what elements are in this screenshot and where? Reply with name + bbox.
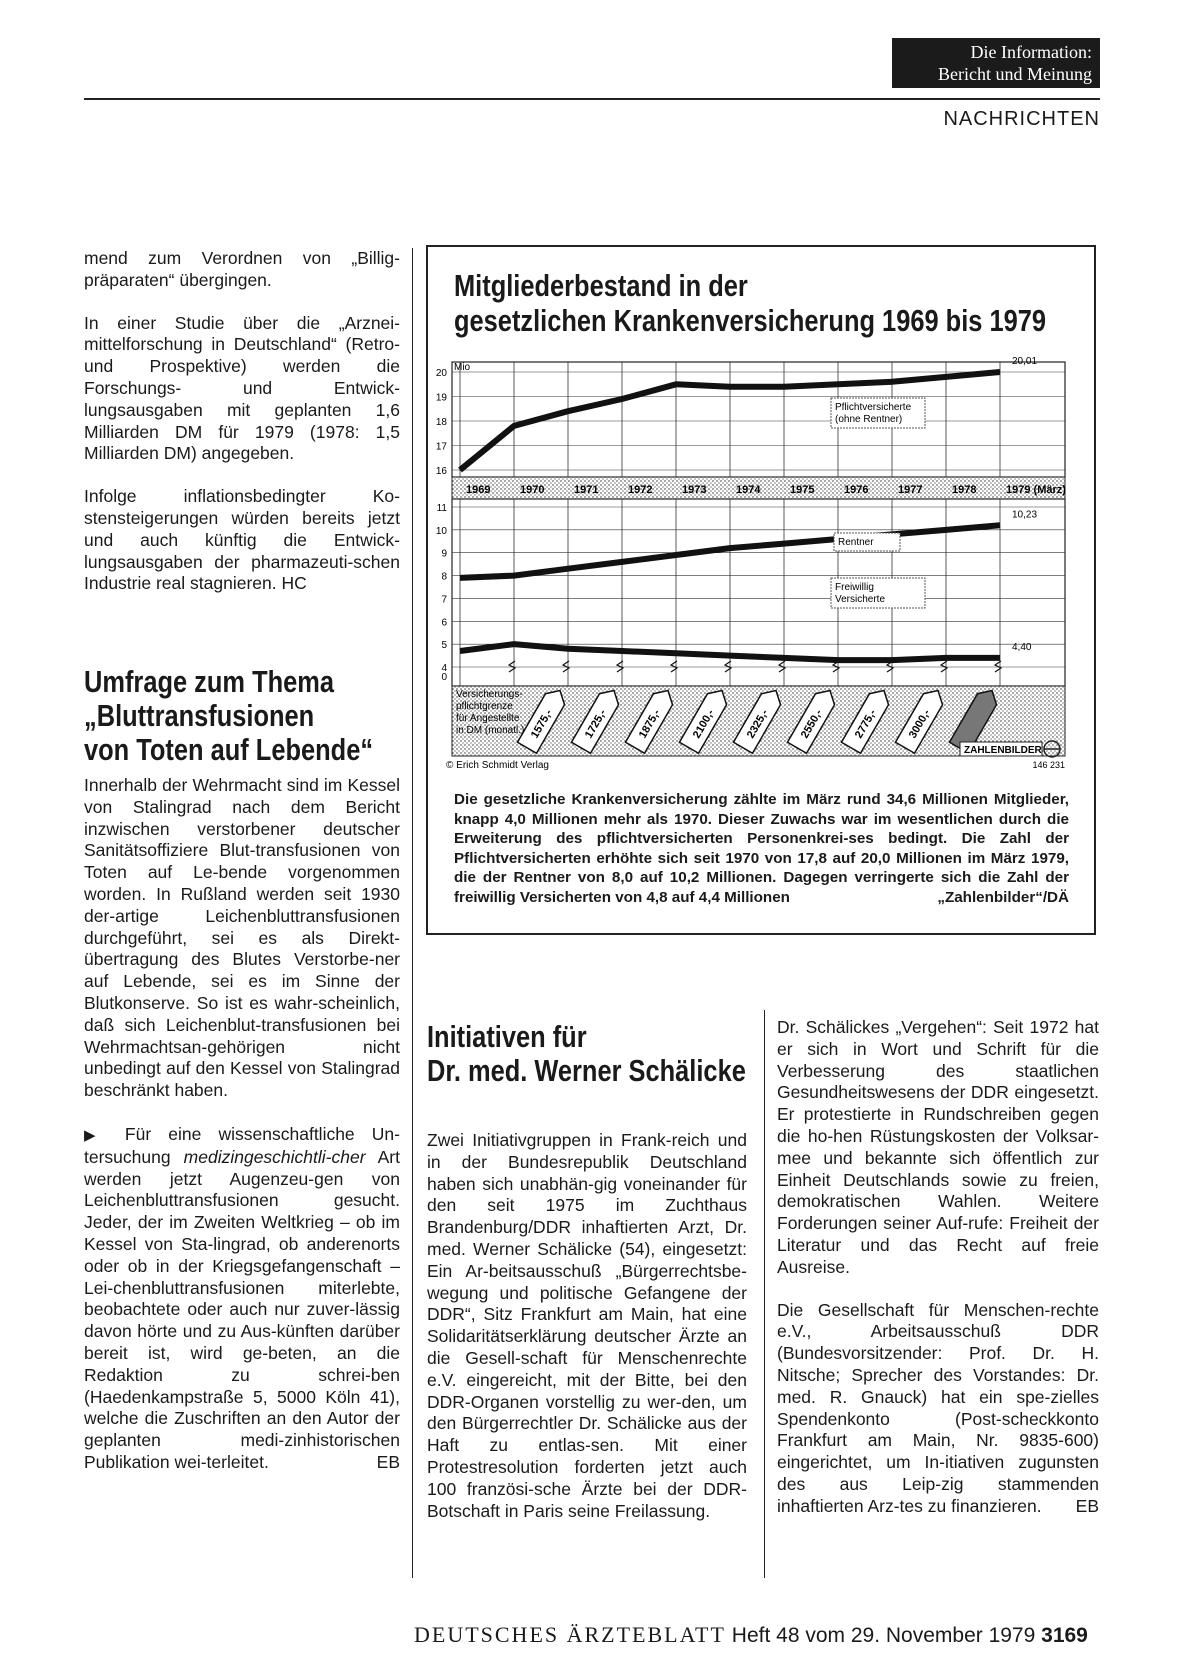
triangle-icon: ▶ <box>84 1126 108 1144</box>
limit-value: 2325,- <box>744 707 771 741</box>
series-end-label: 4,40 <box>1012 641 1032 653</box>
limit-value: 1875,- <box>636 707 663 741</box>
series-label: Freiwillig <box>835 582 874 593</box>
limit-value: 2100,- <box>690 707 717 741</box>
limits-label-line: pflichtgrenze <box>456 701 513 712</box>
chart-title-line: gesetzlichen Krankenversicherung 1969 bis 1979 <box>454 303 1047 338</box>
author-signature: EB <box>1075 1495 1099 1516</box>
limit-value: 3000,- <box>906 707 933 741</box>
text: Für eine wissenschaftliche Un-tersuchung <box>84 1123 400 1167</box>
paragraph: Innerhalb der Wehrmacht sind im Kessel von Stalingrad nach dem Bericht inzwischen verstorbener deutscher Sanitätsoffiziere Blut-transfusionen von Toten auf Le-bende vorgenommen worden. In Rußland werden seit 1930 der-artige Leichenbluttransfusionen durchgeführt, sei es als Direkt-übertragung des Blutes Verstorbe-ner auf Lebende, sei es im Sinne der Blutkonserve. So ist es wahr-scheinlich, daß sich Leichenblut-transfusionen bei Wehrmachtsan-gehörigen nicht unbedingt auf den Kessel von Stalingrad beschränkt haben. <box>84 775 400 1101</box>
x-tick-label: 1978 <box>952 484 977 496</box>
x-tick-label: 1976 <box>844 484 869 496</box>
y-tick-label: 8 <box>441 571 447 583</box>
y-tick-label: 16 <box>435 466 447 477</box>
series-label: (ohne Rentner) <box>835 414 903 425</box>
y-tick-label: 4 <box>441 663 447 674</box>
y-tick-label: 0 <box>441 672 447 683</box>
paragraph: Dr. Schälickes „Vergehen“: Seit 1972 hat er sich in Wort und Schrift für die Verbesserung des staatlichen Gesundheitswesens der DDR eingesetzt. Er protestierte in Rundschreiben gegen die ho-hen Rüstungskosten der Volksar-mee und bekannte sich öffentlich zur Einheit Deutschlands sowie zu freien, demokratischen Wahlen. Weitere Forderungen seiner Auf-rufe: Freiheit der Literatur und das Recht auf freie Ausreise. <box>777 1017 1099 1277</box>
column-3-article <box>777 1017 1099 1539</box>
x-tick-label: 1972 <box>628 484 653 496</box>
x-tick-label: 1979 (März) <box>1006 484 1066 496</box>
limits-label-line: in DM (monatl.) <box>456 725 525 736</box>
column-2-article <box>427 1130 747 1543</box>
x-tick-label: 1975 <box>790 484 815 496</box>
section-label: NACHRICHTEN <box>943 108 1100 130</box>
y-tick-label: 18 <box>435 417 447 428</box>
x-tick-label: 1974 <box>736 484 761 496</box>
text: Art werden jetzt Augenzeu-gen von Leichenbluttransfusionen gesucht. Jeder, der im Zweiten Weltkrieg – ob im Kessel von Sta-lingrad, ob anderenorts oder ob in der Kriegsgefangenschaft – Lei-chenbluttransfusionen miterlebte, beobachtete oder auch nur zuver-lässig davon hörte und zu Aus-künften darüber bereit ist, wird ge-beten, an die Redaktion zu schrei-ben (Haedenkampstraße 5, 5000 Köln 41), welche die Zuschriften an den Autor der geplanten medi-zinhistorischen Publikation wei-terleitet. <box>84 1146 401 1472</box>
chart-brand: ZAHLENBILDER <box>964 745 1042 756</box>
headline-line: Initiativen für <box>427 1019 587 1054</box>
text: Die Gesellschaft für Menschen-rechte e.V., Arbeitsausschuß DDR (Bundesvorsitzender: Prof. Dr. H. Nitsche; Sprecher des Vorstandes: Dr. med. R. Gnauck) hat ein spe-zielles Spendenkonto (Post-scheckkonto Frankfurt am Main, Nr. 9835-600) eingerichtet, um In-itiativen zugunsten des aus Leip-zig stammenden inhaftierten Arz-tes zu finanzieren. <box>777 1299 1099 1516</box>
y-tick-label: 20 <box>435 368 447 379</box>
paragraph <box>777 1300 1099 1518</box>
headline-line: „Bluttransfusionen <box>84 698 315 733</box>
y-tick-label: 17 <box>435 441 447 453</box>
headline-line: von Toten auf Lebende“ <box>84 732 374 767</box>
series-end-label: 10,23 <box>1012 509 1038 521</box>
limits-label-line: Versicherungs- <box>456 689 523 700</box>
y-tick-label: 7 <box>441 594 447 606</box>
x-tick-label: 1970 <box>520 484 545 496</box>
limit-value: 2775,- <box>852 707 879 741</box>
column-1-article <box>84 775 400 1496</box>
limits-label-line: für Angestellte <box>456 713 520 724</box>
x-tick-label: 1973 <box>682 484 707 496</box>
badge-line-1: Die Information: <box>970 42 1092 62</box>
paragraph: mend zum Verordnen von „Billig-präparaten“ übergingen. <box>84 248 400 290</box>
series-label: Pflichtversicherte <box>835 402 912 413</box>
chart-caption <box>454 790 1069 907</box>
y-tick-label: 10 <box>435 525 447 537</box>
caption-source: „Zahlenbilder“/DÄ <box>937 888 1069 906</box>
membership-chart <box>0 0 1178 800</box>
y-tick-label: 6 <box>441 617 447 629</box>
x-tick-label: 1971 <box>574 484 599 496</box>
column-divider-right <box>764 1010 765 1578</box>
page-number: 3169 <box>1041 1624 1088 1647</box>
limit-value: 1725,- <box>582 707 609 741</box>
y-tick-label: 5 <box>441 640 447 652</box>
chart-code: 146 231 <box>1032 760 1065 770</box>
limit-value: 1575,- <box>528 707 555 741</box>
author-signature: EB <box>376 1451 400 1472</box>
headline-line: Dr. med. Werner Schälicke <box>427 1053 746 1088</box>
y-tick-label: 19 <box>435 392 447 404</box>
series-end-label: 20,01 <box>1012 356 1038 367</box>
paragraph: In einer Studie über die „Arznei-mittelforschung in Deutschland“ (Retro- und Prospektive) werden die Forschungs- und Entwick-lungsausgaben mit geplanten 1,6 Milliarden DM für 1979 (1978: 1,5 Milliarden DM) angegeben. <box>84 312 400 464</box>
x-tick-label: 1969 <box>466 484 491 496</box>
series-label: Versicherte <box>835 594 886 605</box>
paragraph: Infolge inflationsbedingter Ko-stensteigerungen würden bereits jetzt und auch künftig die Entwick-lungsausgaben der pharmazeuti-schen Industrie real stagnieren. HC <box>84 486 400 594</box>
headline-line: Umfrage zum Thema <box>84 664 335 699</box>
caption-text: Die gesetzliche Krankenversicherung zählte im März rund 34,6 Millionen Mitglieder, knapp 4,0 Millionen mehr als 1970. Dieser Zuwachs war im wesentlichen durch die Erweiterung des pflichtversicherten Personenkrei-ses bedingt. Die Zahl der Pflichtversicherten erhöhte sich seit 1970 von 17,8 auf 20,0 Millionen im März 1979, die der Rentner von 8,0 auf 10,2 Millionen. Dagegen verringerte sich die Zahl der freiwillig Versicherten von 4,8 auf 4,4 Millionen <box>454 791 1069 906</box>
paragraph <box>84 1124 400 1474</box>
text-italic: medizingeschichtli-cher <box>183 1146 366 1167</box>
chart-credit: © Erich Schmidt Verlag <box>446 760 549 771</box>
article-headline-initiatives <box>427 1020 746 1088</box>
y-axis-unit: Mio <box>454 362 471 373</box>
magazine-name: DEUTSCHES ÄRZTEBLATT <box>414 1622 726 1647</box>
y-tick-label: 11 <box>436 503 447 514</box>
paragraph: Zwei Initiativgruppen in Frank-reich und in der Bundesrepublik Deutschland haben sich unabhän-gig voneinander für den seit 1975 im Zuchthaus Brandenburg/DDR inhaftierten Arzt, Dr. med. Werner Schälicke (54), eingesetzt: Ein Ar-beitsausschuß „Bürgerrechtsbe-wegung und politische Gefangene der DDR“, Sitz Frankfurt am Main, hat eine Solidaritätserklärung deutscher Ärzte an die Gesell-schaft für Menschenrechte e.V. eingereicht, mit der Bitte, bei den DDR-Organen vorstellig zu wer-den, um den Bürgerrechtler Dr. Schälicke aus der Haft zu entlas-sen. Mit einer Protestresolution forderten jetzt auch 100 französi-sche Ärzte bei der DDR-Botschaft in Paris seine Freilassung. <box>427 1130 747 1521</box>
x-tick-label: 1977 <box>898 484 923 496</box>
badge-line-2: Bericht und Meinung <box>938 64 1092 84</box>
issue-info: Heft 48 vom 29. November 1979 <box>731 1624 1036 1647</box>
series-label: Rentner <box>838 537 874 548</box>
chart-title-line: Mitgliederbestand in der <box>454 268 748 303</box>
y-tick-label: 9 <box>441 548 447 560</box>
page-footer <box>414 1622 1088 1648</box>
limit-value: 2550,- <box>798 707 825 741</box>
